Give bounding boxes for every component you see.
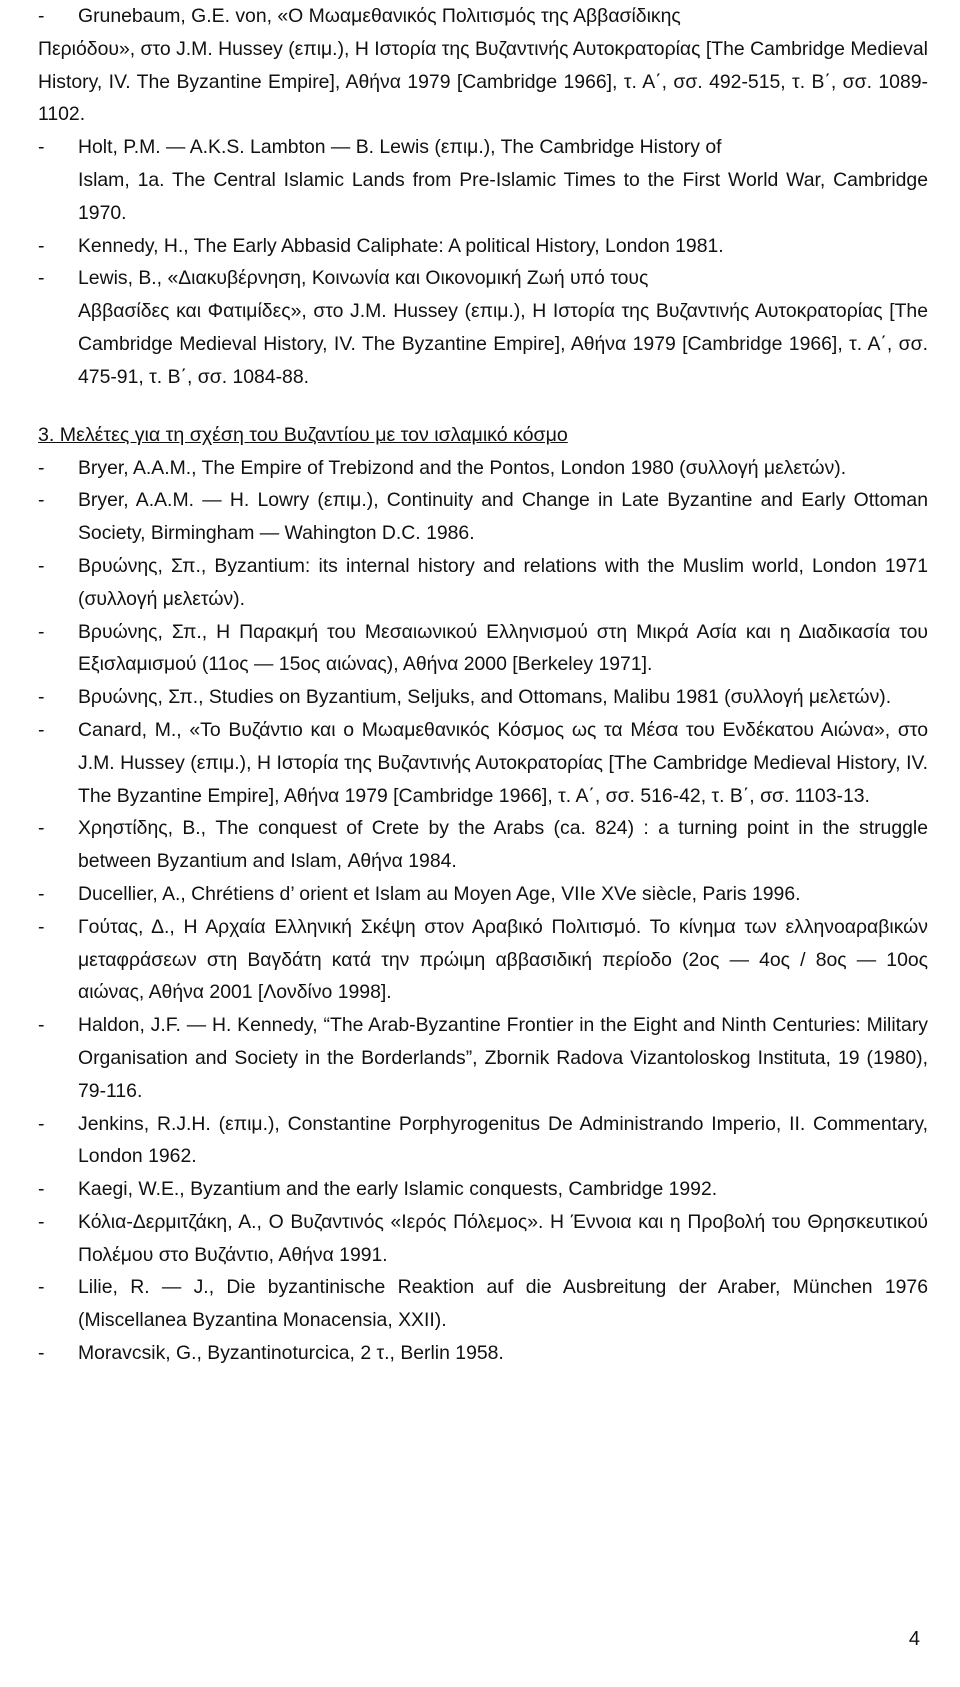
- bibliography-entry: [0, 262, 960, 295]
- bibliography-list: [0, 452, 960, 1370]
- entry-text: Jenkins, R.J.H. (επιμ.), Constantine Porphyrogenitus De Administrando Imperio, II. Commentary, London 1962.: [78, 1112, 928, 1168]
- bibliography-entry: [0, 714, 960, 812]
- bibliography-entry-continuation: [0, 295, 960, 393]
- entry-text: Αββασίδες και Φατιμίδες», στο J.M. Hussey (επιμ.), Η Ιστορία της Βυζαντινής Αυτοκρατορίας [The Cambridge Medieval History, IV. The Byzantine Empire], Αθήνα 1979 [Cambridge 1966], τ. Α΄, σσ. 475-91, τ. Β΄, σσ. 1084-88.: [78, 300, 928, 388]
- entry-first-line: Kennedy, H., The Early Abbasid Caliphate: A political History, London 1981.: [78, 234, 724, 257]
- bibliography-entry: [0, 812, 960, 878]
- list-dash: -: [38, 1112, 45, 1135]
- list-dash: -: [38, 882, 45, 905]
- page-number: 4: [908, 1628, 920, 1650]
- bibliography-entry: [0, 1108, 960, 1174]
- list-dash: -: [38, 718, 45, 741]
- entry-first-line: Holt, P.M. — A.K.S. Lambton — B. Lewis (επιμ.), The Cambridge History of: [78, 136, 722, 159]
- entry-text: Kaegi, W.E., Byzantium and the early Islamic conquests, Cambridge 1992.: [78, 1178, 718, 1201]
- list-dash: -: [38, 234, 45, 257]
- entry-text: Lilie, R. — J., Die byzantinische Reaktion auf die Ausbreitung der Araber, München 1976 (Miscellanea Byzantina Monacensia, XXII).: [78, 1276, 928, 1332]
- bibliography-entry: [0, 1206, 960, 1272]
- list-dash: -: [38, 1342, 45, 1365]
- entry-text: Περιόδου», στο J.M. Hussey (επιμ.), Η Ιστορία της Βυζαντινής Αυτοκρατορίας [The Cambridge Medieval History, IV. The Byzantine Empire], Αθήνα 1979 [Cambridge 1966], τ. Α΄, σσ. 492-515, τ. Β΄, σσ. 1089-1102.: [38, 37, 928, 126]
- bibliography-entry: [0, 230, 960, 263]
- bibliography-entry: [0, 484, 960, 550]
- entry-text: Ducellier, A., Chrétiens d’ orient et Islam au Moyen Age, VIIe XVe siècle, Paris 1996.: [78, 882, 801, 905]
- bibliography-entry: [0, 681, 960, 714]
- entry-text: Bryer, A.A.M., The Empire of Trebizond and the Pontos, London 1980 (συλλογή μελετών).: [78, 456, 847, 479]
- entry-text: Canard, M., «Το Βυζάντιο και ο Μωαμεθανικός Κόσμος ως τα Μέσα του Ενδέκατου Αιώνα», στο J.M. Hussey (επιμ.), Η Ιστορία της Βυζαντινής Αυτοκρατορίας [The Cambridge Medieval History, IV. The Byzantine Empire], Αθήνα 1979 [Cambridge 1966], τ. Α΄, σσ. 516-42, τ. Β΄, σσ. 1103-13.: [78, 718, 928, 807]
- list-dash: -: [38, 554, 45, 577]
- entry-text: Βρυώνης, Σπ., Η Παρακμή του Μεσαιωνικού Ελληνισμού στη Μικρά Ασία και η Διαδικασία του Εξισλαμισμού (11ος — 15ος αιώνας), Αθήνα 2000 [Berkeley 1971].: [78, 620, 928, 676]
- bibliography-entry-continuation: [0, 164, 960, 230]
- entry-text: Moravcsik, G., Byzantinoturcica, 2 τ., Berlin 1958.: [78, 1342, 504, 1365]
- list-dash: -: [38, 1178, 45, 1201]
- bibliography-entry: [0, 878, 960, 911]
- bibliography-entry: [0, 1173, 960, 1206]
- bibliography-entry: [0, 616, 960, 682]
- bibliography-entry: [0, 911, 960, 1009]
- bibliography-entry: [0, 131, 960, 164]
- list-dash: -: [38, 1210, 45, 1233]
- entry-text: Βρυώνης, Σπ., Studies on Byzantium, Seljuks, and Ottomans, Malibu 1981 (συλλογή μελετών).: [78, 686, 892, 709]
- list-dash: -: [38, 267, 45, 290]
- entry-text: Χρηστίδης, Β., The conquest of Crete by the Arabs (ca. 824) : a turning point in the struggle between Byzantium and Islam, Αθήνα 1984.: [78, 817, 928, 873]
- entry-text: Haldon, J.F. — H. Kennedy, “The Arab-Byzantine Frontier in the Eight and Ninth Centuries: Military Organisation and Society in the Borderlands”, Zbornik Radova Vizantoloskog Instituta, 19 (1980), 79-116.: [78, 1014, 928, 1102]
- list-dash: -: [38, 817, 45, 840]
- bibliography-entry-continuation: [0, 33, 960, 131]
- list-dash: -: [38, 136, 45, 159]
- list-dash: -: [38, 686, 45, 709]
- list-dash: -: [38, 5, 45, 27]
- bibliography-entry: [0, 1271, 960, 1337]
- entry-first-line: Grunebaum, G.E. von, «Ο Μωαμεθανικός Πολιτισμός της Αββασίδικης: [78, 5, 681, 27]
- list-dash: -: [38, 620, 45, 643]
- list-dash: -: [38, 1276, 45, 1299]
- list-dash: -: [38, 489, 45, 512]
- section-heading: 3. Μελέτες για τη σχέση του Βυζαντίου με τον ισλαμικό κόσμο: [38, 423, 568, 446]
- bibliography-entry: [0, 0, 960, 33]
- list-dash: -: [38, 456, 45, 479]
- bibliography-entry: [0, 1337, 960, 1370]
- entry-text: Κόλια-Δερμιτζάκη, Α., Ο Βυζαντινός «Ιερός Πόλεμος». Η Έννοια και η Προβολή του Θρησκευτικού Πολέμου στο Βυζάντιο, Αθήνα 1991.: [78, 1210, 928, 1266]
- list-dash: -: [38, 915, 45, 938]
- list-dash: -: [38, 1014, 45, 1037]
- entry-text: Bryer, A.A.M. — H. Lowry (επιμ.), Continuity and Change in Late Byzantine and Early Ottoman Society, Birmingham — Wahington D.C. 1986.: [78, 489, 928, 545]
- bibliography-entry: [0, 1009, 960, 1107]
- entry-first-line: Lewis, B., «Διακυβέρνηση, Κοινωνία και Οικονομική Ζωή υπό τους: [78, 267, 649, 290]
- entry-text: Βρυώνης, Σπ., Byzantium: its internal history and relations with the Muslim world, London 1971 (συλλογή μελετών).: [78, 554, 928, 610]
- bibliography-entry: [0, 550, 960, 616]
- entry-text: Γούτας, Δ., Η Αρχαία Ελληνική Σκέψη στον Αραβικό Πολιτισμό. Το κίνημα των ελληνοαραβικών μεταφράσεων στη Βαγδάτη κατά την πρώιμη αββασιδική περίοδο (2ος — 4ος / 8ος — 10ος αιώνας, Αθήνα 2001 [Λονδίνο 1998].: [78, 915, 928, 1004]
- bibliography-entry: [0, 452, 960, 485]
- entry-text: Islam, 1a. The Central Islamic Lands from Pre-Islamic Times to the First World War, Cambridge 1970.: [78, 168, 928, 224]
